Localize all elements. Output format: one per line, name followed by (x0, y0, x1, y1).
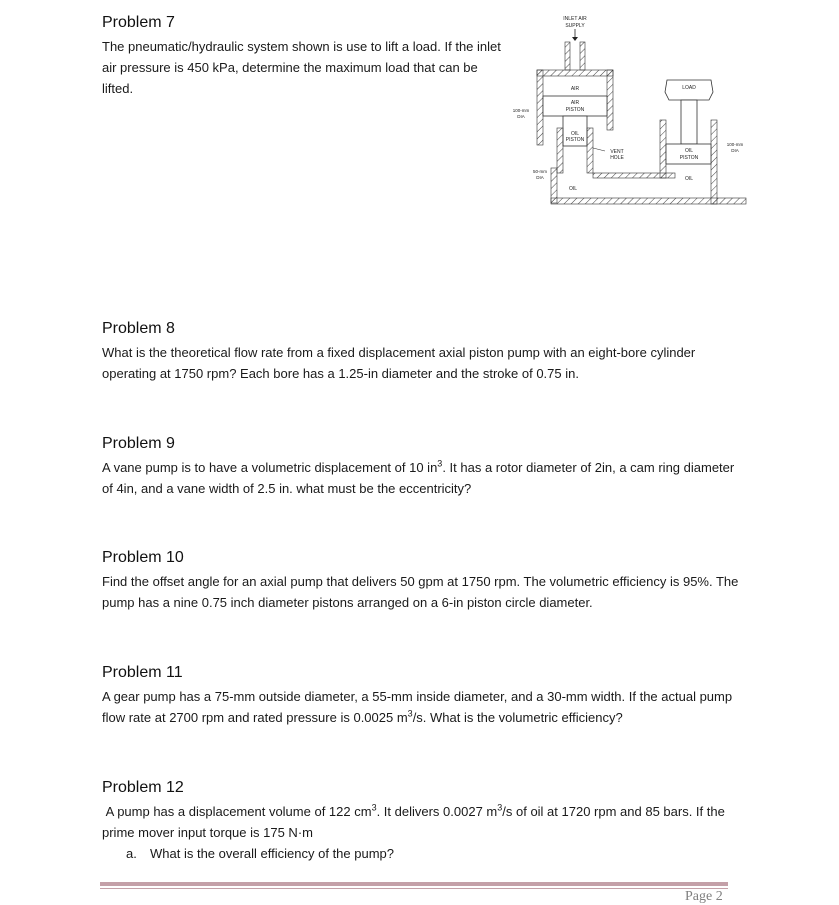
left-dia-label-2: DIA (517, 114, 525, 119)
oil-left-label: OIL (568, 186, 578, 192)
oil-right-label: OIL (684, 176, 694, 182)
inlet-label: INLET AIR (563, 16, 587, 22)
air-label: AIR (570, 86, 580, 92)
oil-piston-label-1: OIL (570, 131, 580, 137)
vent-label-2: HOLE (610, 155, 624, 161)
superscript: 3 (497, 802, 503, 813)
load-label: LOAD (682, 85, 696, 91)
problem-11 (102, 663, 742, 728)
superscript: 3 (371, 802, 377, 813)
problem-text: A vane pump is to have a volumetric displacement of 10 $in^3$. It has a rotor diameter of 2in, a cam ring diameter of 4in, and a vane width of 2.5 in. what must be the eccentricity? (102, 458, 735, 496)
superscript: 3 (437, 458, 443, 469)
problem-text: What is the theoretical flow rate from a fixed displacement axial piston pump with an eight-bore cylinder operating at 1750 rpm? Each bore has a 1.25-in diameter and the stroke of 0.75 in. (102, 345, 696, 381)
supply-label: SUPPLY (565, 23, 585, 29)
right-dia-label-2: DIA (731, 148, 739, 153)
small-dia-label-2: DIA (536, 175, 544, 180)
sub-question-label: a. (126, 846, 137, 861)
problem-text: A gear pump has a 75-mm outside diameter, a 55-mm inside diameter, and a 30-mm width. If the actual pump flow rate at 2700 rpm and rated pressure is 0.0025 $m^3/s$. What is the volumetric efficiency? (102, 689, 733, 725)
pneumatic-hydraulic-diagram (505, 8, 750, 208)
problem-8 (102, 319, 742, 384)
problem-text: A pump has a displacement volume of 122 $cm^3$. It delivers 0.0027 $m^3/s$ of oil at 1720 rpm and 85 bars. If the prime mover input torque is 175 N·m (102, 802, 725, 840)
right-piston-label-1: OIL (684, 148, 694, 154)
problem-9 (102, 434, 742, 499)
problem-title: Problem 8 (102, 320, 175, 337)
sub-question-text: What is the overall efficiency of the pump? (150, 846, 394, 861)
right-piston-label-2: PISTON (679, 155, 699, 161)
problem-title: Problem 12 (102, 779, 184, 796)
page-number: Page 2 (685, 889, 723, 904)
vent-label-1: VENT (610, 149, 624, 155)
left-dia-label-1: 100-mm (512, 108, 530, 113)
problem-10 (102, 548, 742, 613)
footer-divider (100, 882, 728, 886)
problem-title: Problem 7 (102, 14, 175, 31)
problem-text: Find the offset angle for an axial pump that delivers 50 gpm at 1750 rpm. The volumetric efficiency is 95%. The pump has a nine 0.75 inch diameter pistons arranged on a 6-in piston circle diameter. (102, 574, 739, 610)
problem-title: Problem 10 (102, 549, 184, 566)
problem-12 (102, 778, 742, 864)
small-dia-label-1: 50-mm (532, 169, 548, 174)
problem-title: Problem 11 (102, 664, 183, 681)
oil-piston-label-2: PISTON (565, 137, 585, 143)
right-dia-label-1: 100-mm (726, 142, 744, 147)
superscript: 3 (407, 708, 413, 719)
problem-7 (102, 13, 502, 99)
footer-divider-thin (100, 888, 728, 889)
air-piston-label-1: AIR (570, 100, 580, 106)
problem-text: The pneumatic/hydraulic system shown is use to lift a load. If the inlet air pressure is 450 kPa, determine the maximum load that can be lifted. (102, 39, 501, 96)
problem-title: Problem 9 (102, 435, 175, 452)
air-piston-label-2: PISTON (565, 107, 585, 113)
sub-question-a (126, 843, 742, 864)
